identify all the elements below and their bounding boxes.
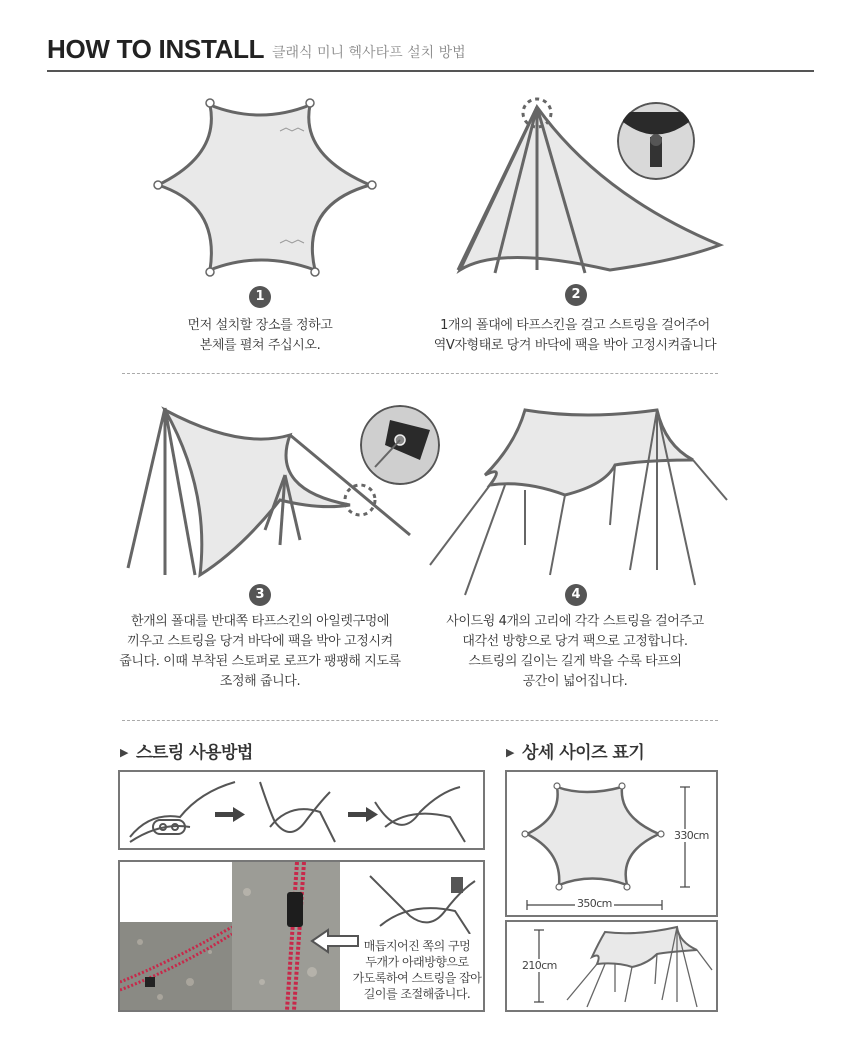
width-dimension-label: 350cm <box>577 897 612 910</box>
pitch-height-dimension-label: 210cm <box>522 959 557 972</box>
step-4-description: 사이드윙 4개의 고리에 각각 스트링을 걸어주고 대각선 방향으로 당겨 팩으로 고정합니다. 스트링의 길이는 길게 박을 수록 타프의 공간이 넓어집니다. <box>446 614 704 689</box>
pole-tip-closeup-photo <box>617 102 695 180</box>
divider-dashed <box>122 373 718 374</box>
step-3-number: 3 <box>249 584 271 606</box>
divider-dashed <box>122 720 718 721</box>
height-dimension-label: 330cm <box>674 829 709 842</box>
string-steps-box <box>118 770 485 850</box>
page-subtitle: 클래식 미니 헥사타프 설치 방법 <box>272 45 466 61</box>
stake-ground-photo <box>120 922 232 1010</box>
size-side-view-box <box>505 920 718 1012</box>
string-knot-illustration <box>360 866 480 934</box>
page-title: HOW TO INSTALL <box>47 34 265 64</box>
string-usage-heading: ▶ 스트링 사용방법 <box>120 743 253 763</box>
string-photo-box <box>118 860 485 1012</box>
step-1-number: 1 <box>249 286 271 308</box>
step-2-number: 2 <box>565 284 587 306</box>
triangle-right-icon: ▶ <box>506 746 514 759</box>
step1-illustration <box>150 95 380 280</box>
size-detail-heading: ▶ 상세 사이즈 표기 <box>506 743 645 763</box>
step-1-description: 먼저 설치할 장소를 정하고 본체를 펼쳐 주십시오. <box>187 318 333 353</box>
step-3-description: 한개의 폴대를 반대쪽 타프스킨의 아일렛구멍에 끼우고 스트링을 당겨 바닥에 팩을 박아 고정시켜 줍니다. 이때 부착된 스토퍼로 로프가 팽팽해 지도록 조정해 줍니다. <box>119 614 401 689</box>
step4-illustration <box>425 405 735 600</box>
arrow-right-icon <box>348 807 378 822</box>
size-top-view-box <box>505 770 718 917</box>
arrow-right-icon <box>215 807 245 822</box>
page-header <box>47 30 814 72</box>
step-4-number: 4 <box>565 584 587 606</box>
triangle-right-icon: ▶ <box>120 746 128 759</box>
string-adjust-note: 매듭지어진 쪽의 구멍 두개가 아래방향으로 가도록하여 스트링을 잡아 길이를 조절해줍니다. <box>352 939 482 1001</box>
step-2-description: 1개의 폴대에 타프스킨을 걸고 스트링을 걸어주어 역V자형태로 당겨 바닥에 팩을 박아 고정시켜줍니다 <box>433 318 717 353</box>
